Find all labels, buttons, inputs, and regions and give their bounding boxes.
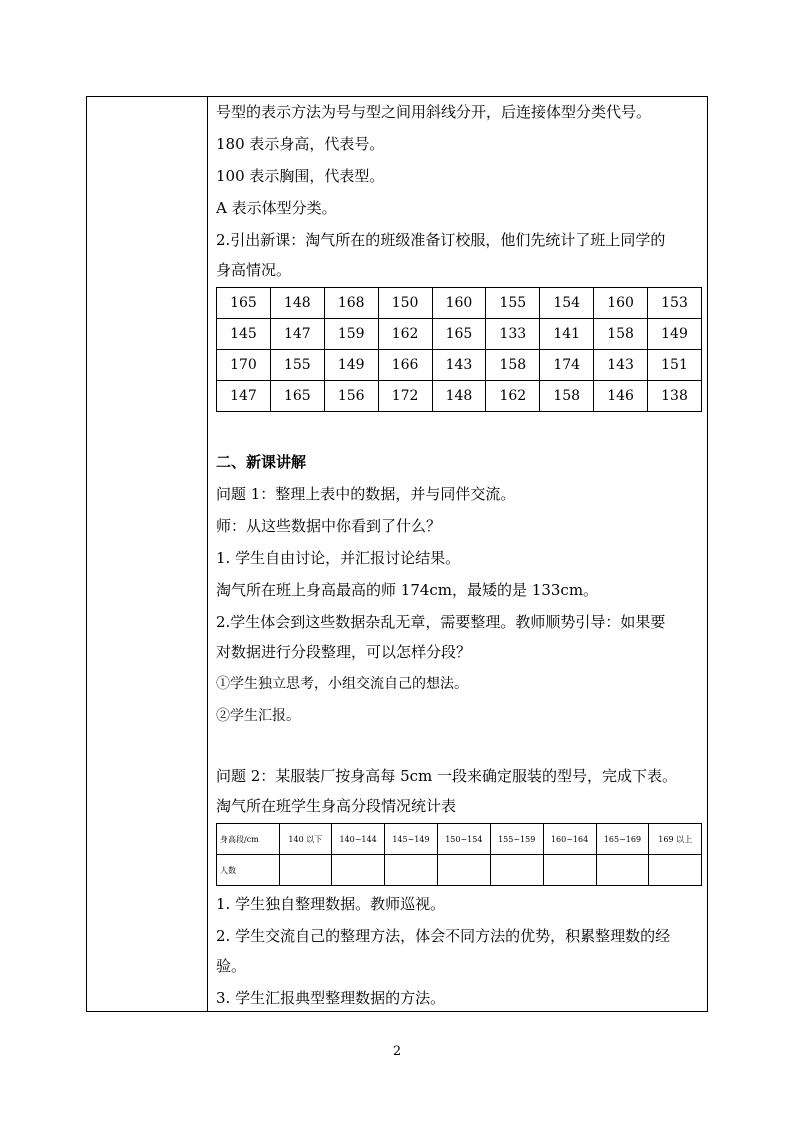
table-cell: 158: [486, 350, 540, 381]
table-cell: 172: [378, 381, 432, 412]
text-line: 验。: [216, 957, 247, 975]
table-cell: 162: [378, 319, 432, 350]
table-cell: 160: [594, 288, 648, 319]
header-cell: 145~149: [385, 824, 438, 855]
count-cell[interactable]: [279, 855, 332, 886]
header-cell: 身高段/cm: [217, 824, 280, 855]
table-cell: 159: [324, 319, 378, 350]
table-cell: 162: [486, 381, 540, 412]
header-cell: 169 以上: [649, 824, 702, 855]
text-line: 号型的表示方法为号与型之间用斜线分开，后连接体型分类代号。: [216, 103, 652, 121]
text-line: 180 表示身高，代表号。: [216, 135, 385, 153]
table-cell: 158: [540, 381, 594, 412]
count-cell[interactable]: [490, 855, 543, 886]
lesson-table: [86, 96, 708, 1012]
text-line: 1. 学生独自整理数据。教师巡视。: [216, 895, 446, 913]
table-cell: 150: [378, 288, 432, 319]
count-cell[interactable]: [332, 855, 385, 886]
table-cell: 151: [648, 350, 702, 381]
table-row: [217, 319, 702, 350]
text-line: 1. 学生自由讨论，并汇报讨论结果。: [216, 549, 461, 567]
text-line: 2. 学生交流自己的整理方法，体会不同方法的优势，积累整理数的经: [216, 927, 671, 945]
table-cell: 145: [217, 319, 271, 350]
table-cell: 149: [324, 350, 378, 381]
table-cell: 156: [324, 381, 378, 412]
text-line: 2.引出新课：淘气所在的班级准备订校服，他们先统计了班上同学的: [216, 231, 666, 249]
table-cell: 168: [324, 288, 378, 319]
text-line: 淘气所在班上身高最高的师 174cm，最矮的是 133cm。: [216, 581, 599, 599]
header-cell: 165~169: [596, 824, 649, 855]
table-row: [217, 350, 702, 381]
table-cell: 138: [648, 381, 702, 412]
table-cell: 143: [594, 350, 648, 381]
table-caption: 淘气所在班学生身高分段情况统计表: [216, 797, 457, 815]
page-number: 2: [392, 1044, 402, 1059]
text-line: 对数据进行分段整理，可以怎样分段？: [216, 643, 472, 661]
count-cell[interactable]: [543, 855, 596, 886]
text-line: 3. 学生汇报典型整理数据的方法。: [216, 989, 446, 1007]
left-column: [87, 97, 208, 1011]
table-cell: 148: [432, 381, 486, 412]
question-1: 问题 1：整理上表中的数据，并与同伴交流。: [216, 485, 516, 503]
header-cell: 140~144: [332, 824, 385, 855]
table-cell: 147: [217, 381, 271, 412]
table-cell: 160: [432, 288, 486, 319]
text-line: 身高情况。: [216, 261, 292, 279]
table-cell: 153: [648, 288, 702, 319]
count-cell[interactable]: [596, 855, 649, 886]
table-cell: 154: [540, 288, 594, 319]
table-cell: 174: [540, 350, 594, 381]
count-cell[interactable]: [437, 855, 490, 886]
table-cell: 141: [540, 319, 594, 350]
table-cell: 166: [378, 350, 432, 381]
height-distribution-table: [216, 823, 702, 886]
table-cell: 148: [270, 288, 324, 319]
header-cell: 140 以下: [279, 824, 332, 855]
text-line: ②学生汇报。: [216, 708, 300, 724]
text-line: 2.学生体会到这些数据杂乱无章，需要整理。教师顺势引导：如果要: [216, 613, 666, 631]
table-row: [217, 824, 702, 855]
text-line: 100 表示胸围，代表型。: [216, 167, 385, 185]
question-2: 问题 2：某服装厂按身高每 5cm 一段来确定服装的型号，完成下表。: [216, 767, 678, 785]
row-label-cell: 人数: [217, 855, 280, 886]
table-cell: 155: [486, 288, 540, 319]
height-data-table: [216, 287, 702, 412]
count-cell[interactable]: [385, 855, 438, 886]
text-line: 师：从这些数据中你看到了什么？: [216, 517, 442, 535]
section-heading: 二、新课讲解: [216, 453, 307, 471]
table-cell: 165: [217, 288, 271, 319]
table-row: [217, 288, 702, 319]
header-cell: 160~164: [543, 824, 596, 855]
table-cell: 143: [432, 350, 486, 381]
table-row: [217, 855, 702, 886]
count-cell[interactable]: [649, 855, 702, 886]
table-cell: 146: [594, 381, 648, 412]
table-row: [217, 381, 702, 412]
table-cell: 170: [217, 350, 271, 381]
table-cell: 158: [594, 319, 648, 350]
text-line: A 表示体型分类。: [216, 199, 337, 217]
table-cell: 147: [270, 319, 324, 350]
table-cell: 133: [486, 319, 540, 350]
text-line: ①学生独立思考，小组交流自己的想法。: [216, 676, 468, 692]
table-cell: 155: [270, 350, 324, 381]
table-cell: 165: [270, 381, 324, 412]
header-cell: 155~159: [490, 824, 543, 855]
header-cell: 150~154: [437, 824, 490, 855]
table-cell: 149: [648, 319, 702, 350]
table-cell: 165: [432, 319, 486, 350]
